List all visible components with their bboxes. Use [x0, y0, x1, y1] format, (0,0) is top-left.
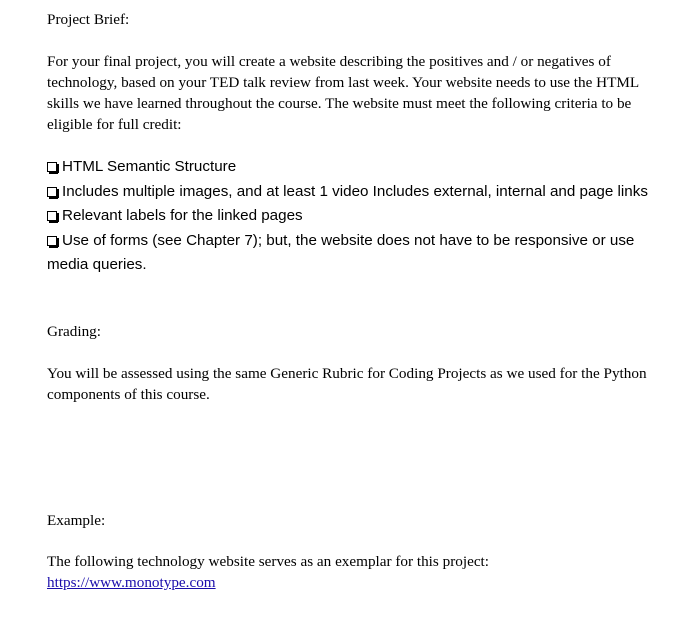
criteria-item	[47, 229, 675, 278]
criteria-text: Includes multiple images, and at least 1 video Includes external, internal and page links	[62, 182, 648, 200]
example-heading: Example:	[47, 512, 106, 529]
grading-heading: Grading:	[47, 323, 101, 340]
grading-paragraph: You will be assessed using the same Generic Rubric for Coding Projects as we used for the Python components of this course.	[47, 365, 647, 403]
empty-checkbox-icon	[47, 187, 57, 197]
criteria-text: Relevant labels for the linked pages	[62, 207, 303, 224]
example-link[interactable]: https://www.monotype.com	[47, 574, 216, 591]
criteria-item	[47, 204, 675, 229]
criteria-checklist	[47, 155, 675, 278]
project-brief-heading: Project Brief:	[47, 11, 130, 28]
criteria-text: HTML Semantic Structure	[62, 158, 237, 175]
criteria-item	[47, 155, 675, 180]
empty-checkbox-icon	[47, 236, 57, 246]
criteria-text: Use of forms (see Chapter 7); but, the website does not have to be responsive or use media queries.	[47, 231, 635, 273]
empty-checkbox-icon	[47, 162, 57, 172]
example-paragraph	[47, 551, 672, 593]
example-text: The following technology website serves as an exemplar for this project:	[47, 553, 489, 570]
empty-checkbox-icon	[47, 211, 57, 221]
criteria-item	[47, 180, 675, 205]
intro-paragraph: For your final project, you will create a website describing the positives and / or negatives of technology, based on your TED talk review from last week. Your website needs to use the HTML skills we have learned throughout the course. The website must meet the following criteria to be eligible for full credit:	[47, 53, 639, 133]
